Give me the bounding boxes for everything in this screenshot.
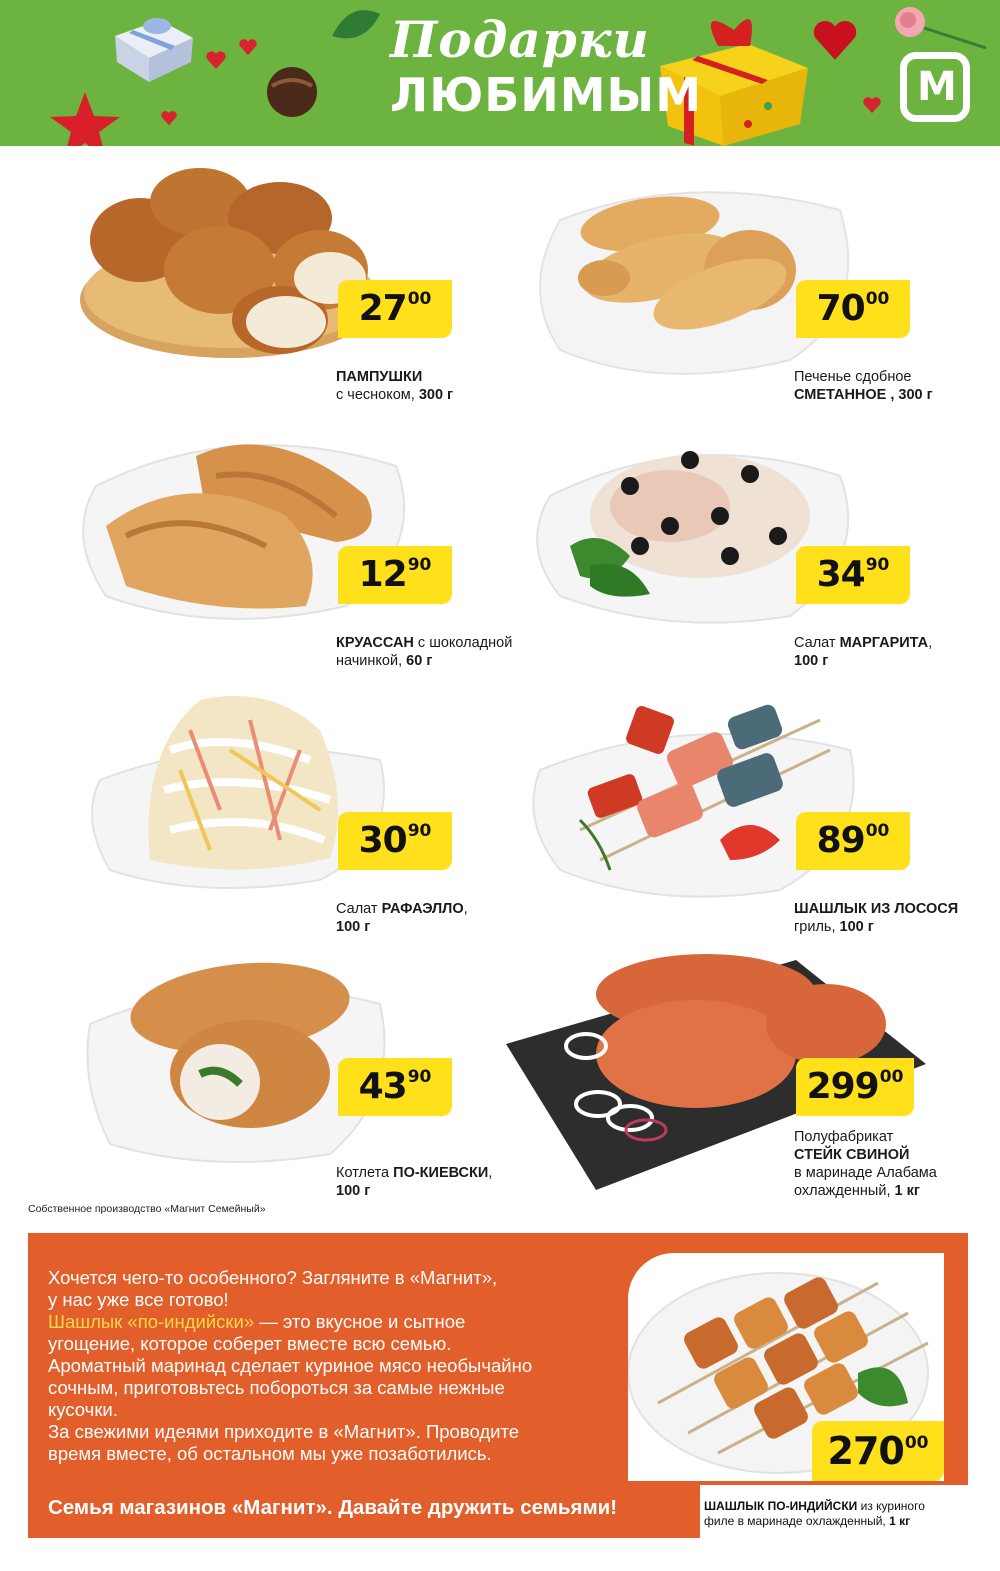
price-rubles: 34 xyxy=(816,554,865,595)
product-card-salmon-kebab[interactable] xyxy=(520,690,980,952)
magnit-logo xyxy=(900,52,970,122)
product-detail: филе в маринаде охлажденный, xyxy=(704,1514,890,1528)
product-detail: с шоколадной xyxy=(413,635,513,651)
product-name: ШАШЛЫК ПО-ИНДИЙСКИ xyxy=(704,1499,858,1513)
heart-icon xyxy=(238,38,258,56)
product-description xyxy=(336,634,512,670)
promo-slogan: Семья магазинов «Магнит». Давайте дружить семьями! xyxy=(48,1496,618,1519)
promo-line: время вместе, об остальном мы уже позаботились. xyxy=(48,1443,492,1464)
product-weight: 1 кг xyxy=(889,1514,911,1528)
product-detail: охлажденный, xyxy=(794,1183,895,1199)
punctuation: , xyxy=(928,635,933,651)
promo-line: Хочется чего-то особенного? Загляните в «Магнит», xyxy=(48,1267,498,1288)
product-name: СМЕТАННОЕ , 300 г xyxy=(794,387,933,403)
price-tag xyxy=(338,1058,452,1116)
price-tag xyxy=(338,812,452,870)
product-name: РАФАЭЛЛО xyxy=(381,901,464,917)
price-rubles: 43 xyxy=(358,1066,407,1107)
product-description xyxy=(794,634,932,670)
product-name: МАРГАРИТА xyxy=(839,635,929,651)
price-tag xyxy=(796,812,910,870)
product-name: ШАШЛЫК ИЗ ЛОСОСЯ xyxy=(794,901,959,917)
product-weight: 1 кг xyxy=(894,1183,920,1199)
product-description xyxy=(794,368,933,404)
product-card-pork-steak[interactable] xyxy=(506,954,966,1216)
price-rubles: 12 xyxy=(358,554,407,595)
product-detail: Печенье сдобное xyxy=(794,369,912,385)
product-name: ПО-КИЕВСКИ xyxy=(393,1165,489,1181)
magnit-logo-glyph: М xyxy=(917,64,957,110)
leaf-icon xyxy=(330,6,382,46)
price-kopecks: 00 xyxy=(879,1067,904,1087)
product-card-kiev-cutlet[interactable] xyxy=(80,954,540,1216)
header-banner xyxy=(0,0,1000,146)
product-card-cookies[interactable] xyxy=(520,160,980,422)
price-tag xyxy=(796,1058,914,1116)
product-detail: из куриного xyxy=(857,1499,925,1513)
heart-icon xyxy=(862,96,882,114)
price-rubles: 89 xyxy=(816,820,865,861)
product-weight: 300 г xyxy=(418,387,454,403)
product-weight: 100 г xyxy=(336,919,371,935)
price-rubles: 30 xyxy=(358,820,407,861)
price-kopecks: 90 xyxy=(407,555,432,575)
punctuation: , xyxy=(463,901,468,917)
product-weight: 100 г xyxy=(794,653,829,669)
promo-highlight: Шашлык «по-индийски» xyxy=(48,1311,255,1332)
product-card-salad-raffaello[interactable] xyxy=(80,690,540,952)
price-tag xyxy=(796,280,910,338)
candy-icon xyxy=(264,64,320,120)
product-weight: 100 г xyxy=(839,919,874,935)
price-tag xyxy=(812,1421,944,1481)
banner-title-line1: Подарки xyxy=(390,10,650,69)
price-kopecks: 00 xyxy=(904,1433,929,1453)
product-detail: гриль, xyxy=(794,919,840,935)
promo-line: — это вкусное и сытное xyxy=(254,1311,466,1332)
price-tag xyxy=(796,546,910,604)
product-description xyxy=(336,368,453,404)
banner-title-line2: ЛЮБИМЫМ xyxy=(390,68,702,122)
product-name: КРУАССАН xyxy=(336,635,414,651)
product-description xyxy=(336,900,468,936)
banner-title xyxy=(390,12,702,122)
punctuation: , xyxy=(488,1165,493,1181)
product-detail: в маринаде Алабама xyxy=(794,1165,937,1181)
product-weight: 100 г xyxy=(336,1183,371,1199)
product-card-salad-margarita[interactable] xyxy=(520,426,980,688)
price-kopecks: 90 xyxy=(865,555,890,575)
footnote: Собственное производство «Магнит Семейный» xyxy=(28,1203,266,1215)
price-rubles: 70 xyxy=(816,288,865,329)
promo-text xyxy=(48,1267,618,1465)
price-tag xyxy=(338,280,452,338)
product-name: ПАМПУШКИ xyxy=(336,369,423,385)
product-detail: Полуфабрикат xyxy=(794,1129,894,1145)
promo-line: сочным, приготовьтесь побороться за самые нежные xyxy=(48,1377,505,1398)
promo-line: За свежими идеями приходите в «Магнит». Проводите xyxy=(48,1421,520,1442)
product-detail: Салат xyxy=(336,901,382,917)
promo-caption xyxy=(704,1499,964,1529)
product-name: СТЕЙК СВИНОЙ xyxy=(794,1147,910,1163)
price-rubles: 270 xyxy=(827,1429,904,1473)
gift-box-icon xyxy=(105,6,200,84)
price-kopecks: 00 xyxy=(865,289,890,309)
price-tag xyxy=(338,546,452,604)
product-detail: с чесноком, xyxy=(336,387,419,403)
price-rubles: 27 xyxy=(358,288,407,329)
product-detail: начинкой, xyxy=(336,653,407,669)
promo-line: кусочки. xyxy=(48,1399,118,1420)
price-kopecks: 90 xyxy=(407,821,432,841)
product-weight: 60 г xyxy=(406,653,433,669)
product-description xyxy=(794,900,958,936)
product-description xyxy=(336,1164,492,1200)
product-description xyxy=(794,1128,937,1200)
cookies-icon xyxy=(520,160,860,380)
promo-block xyxy=(28,1233,968,1538)
price-kopecks: 90 xyxy=(407,1067,432,1087)
product-detail: Котлета xyxy=(336,1165,394,1181)
price-rubles: 299 xyxy=(806,1066,879,1107)
product-card-pampushki[interactable] xyxy=(80,160,540,422)
rose-icon xyxy=(888,4,988,52)
price-kopecks: 00 xyxy=(865,821,890,841)
product-card-croissant[interactable] xyxy=(66,426,526,688)
star-icon xyxy=(48,90,122,146)
promo-line: угощение, которое соберет вместе всю семью. xyxy=(48,1333,452,1354)
price-kopecks: 00 xyxy=(407,289,432,309)
promo-line: у нас уже все готово! xyxy=(48,1289,229,1310)
promo-line: Ароматный маринад сделает куриное мясо необычайно xyxy=(48,1355,533,1376)
heart-icon xyxy=(205,50,227,70)
buns-icon xyxy=(80,160,390,370)
heart-icon xyxy=(160,110,178,126)
product-detail: Салат xyxy=(794,635,840,651)
